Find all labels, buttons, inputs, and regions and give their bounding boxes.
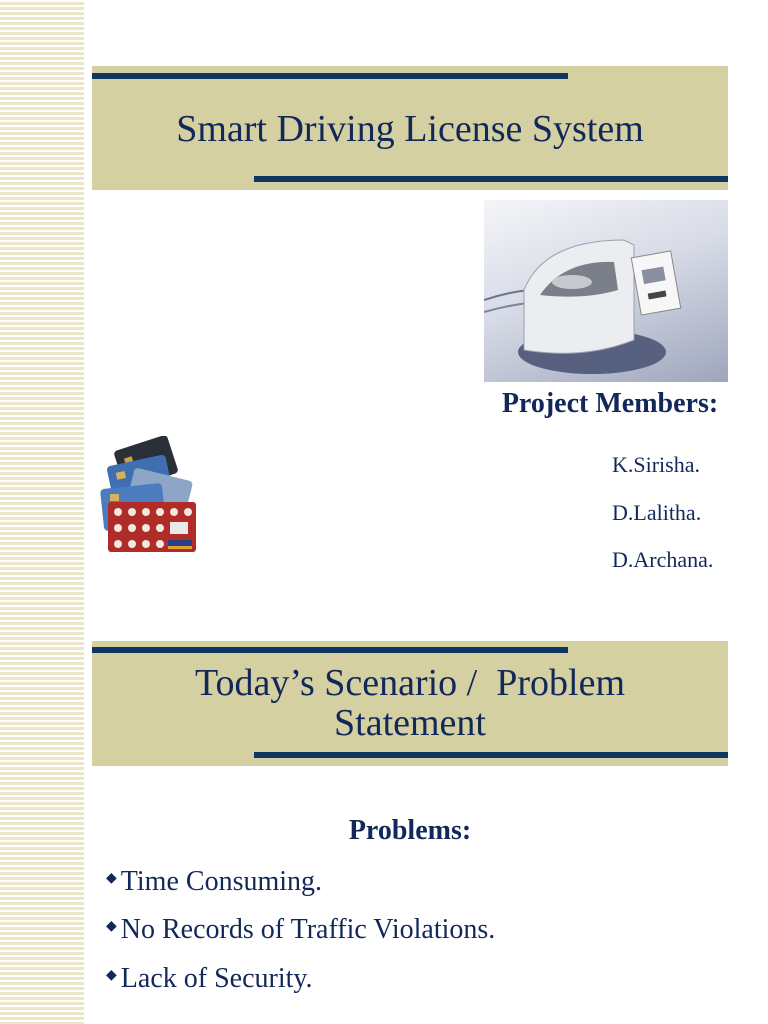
credit-cards-clipart bbox=[100, 436, 200, 554]
slide-title: Smart Driving License System bbox=[176, 108, 644, 150]
title-top-rule bbox=[92, 73, 568, 79]
problem-text: No Records of Traffic Violations. bbox=[120, 914, 496, 945]
member-name: D.Archana. bbox=[612, 547, 714, 572]
project-members-heading: Project Members: bbox=[501, 388, 719, 419]
slide-title-line: Today’s Scenario / Problem bbox=[194, 662, 626, 704]
problem-item bbox=[106, 914, 495, 946]
problem-text: Time Consuming. bbox=[120, 866, 323, 897]
diamond-bullet-icon: ◆ bbox=[106, 871, 117, 886]
problem-text: Lack of Security. bbox=[120, 963, 313, 994]
problems-heading: Problems: bbox=[348, 815, 472, 846]
title-top-rule bbox=[92, 647, 568, 653]
title-bottom-rule bbox=[254, 752, 728, 758]
card-reader-photo bbox=[484, 200, 728, 382]
member-name: D.Lalitha. bbox=[612, 500, 702, 525]
left-striped-margin bbox=[0, 0, 84, 1024]
problem-item bbox=[106, 963, 313, 995]
title-band bbox=[92, 641, 728, 766]
member-name: K.Sirisha. bbox=[612, 452, 700, 477]
slide-title-line: Statement bbox=[334, 702, 486, 744]
problem-item bbox=[106, 866, 322, 898]
slide-title bbox=[92, 663, 728, 743]
diamond-bullet-icon: ◆ bbox=[106, 968, 117, 983]
title-bottom-rule bbox=[254, 176, 728, 182]
diamond-bullet-icon: ◆ bbox=[106, 919, 117, 934]
title-band bbox=[92, 66, 728, 190]
